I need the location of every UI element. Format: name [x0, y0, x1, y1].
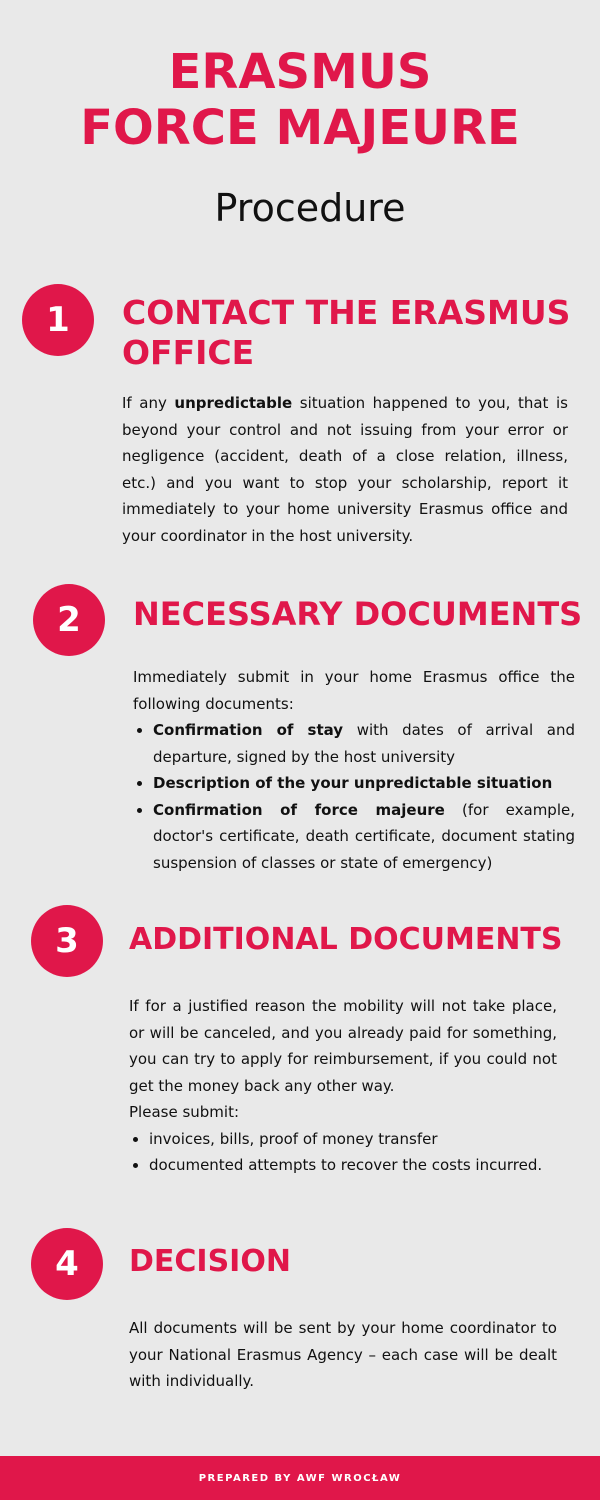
- step-3-heading: ADDITIONAL DOCUMENTS: [129, 922, 563, 957]
- step-2-item: • Confirmation of force majeure (for example, doctor's certificate, death certificate, document stating suspension of classes or state of emergency): [153, 797, 575, 877]
- step-1-text-post: situation happened to you, that is beyond your control and not issuing from your error or negligence (accident, death of a close relation, illness, etc.) and you want to stop your scholarship, report it immediately to your home university Erasmus office and your coordinator in the host university.: [122, 394, 568, 545]
- step-1-heading: [122, 293, 582, 373]
- subtitle: Procedure: [214, 186, 406, 230]
- footer-text: PREPARED BY AWF WROCŁAW: [198, 1472, 402, 1484]
- step-3-intro: If for a justified reason the mobility will not take place, or will be canceled, and you already paid for something, you can try to apply for reimbursement, if you could not get the money back any other way.: [129, 997, 557, 1095]
- step-2-text: [133, 664, 575, 876]
- footer-bar: [0, 1456, 600, 1500]
- step-2-item: • Confirmation of stay with dates of arrival and departure, signed by the host university: [153, 717, 575, 770]
- step-1-text: [122, 390, 568, 549]
- step-3-submit-label: Please submit:: [129, 1103, 240, 1121]
- step-2-number: 2: [33, 584, 105, 656]
- step-1-text-pre: If any: [122, 394, 175, 412]
- step-3-number: 3: [31, 905, 103, 977]
- step-3-item: • documented attempts to recover the costs incurred.: [149, 1152, 557, 1179]
- step-2-item: • Description of the your unpredictable situation: [153, 770, 575, 797]
- step-1-heading-line-2: OFFICE: [122, 333, 255, 372]
- title-line-2: FORCE MAJEURE: [80, 100, 520, 156]
- step-2-heading: NECESSARY DOCUMENTS: [133, 595, 583, 633]
- step-4-number: 4: [31, 1228, 103, 1300]
- step-1-heading-line-1: CONTACT THE ERASMUS: [122, 293, 571, 332]
- step-4-paragraph: All documents will be sent by your home coordinator to your National Erasmus Agency – each case will be dealt with individually.: [129, 1319, 557, 1390]
- step-3-text: [129, 993, 557, 1179]
- step-1-number: 1: [22, 284, 94, 356]
- step-2-intro: Immediately submit in your home Erasmus office the following documents:: [133, 668, 575, 713]
- step-4-text: [129, 1315, 557, 1395]
- step-1-text-bold: unpredictable: [174, 394, 293, 412]
- step-3-item: • invoices, bills, proof of money transfer: [149, 1126, 557, 1153]
- title-line-1: ERASMUS: [168, 44, 432, 100]
- step-2-list: [133, 717, 575, 876]
- step-3-list: [129, 1126, 557, 1179]
- step-4-heading: DECISION: [129, 1244, 291, 1279]
